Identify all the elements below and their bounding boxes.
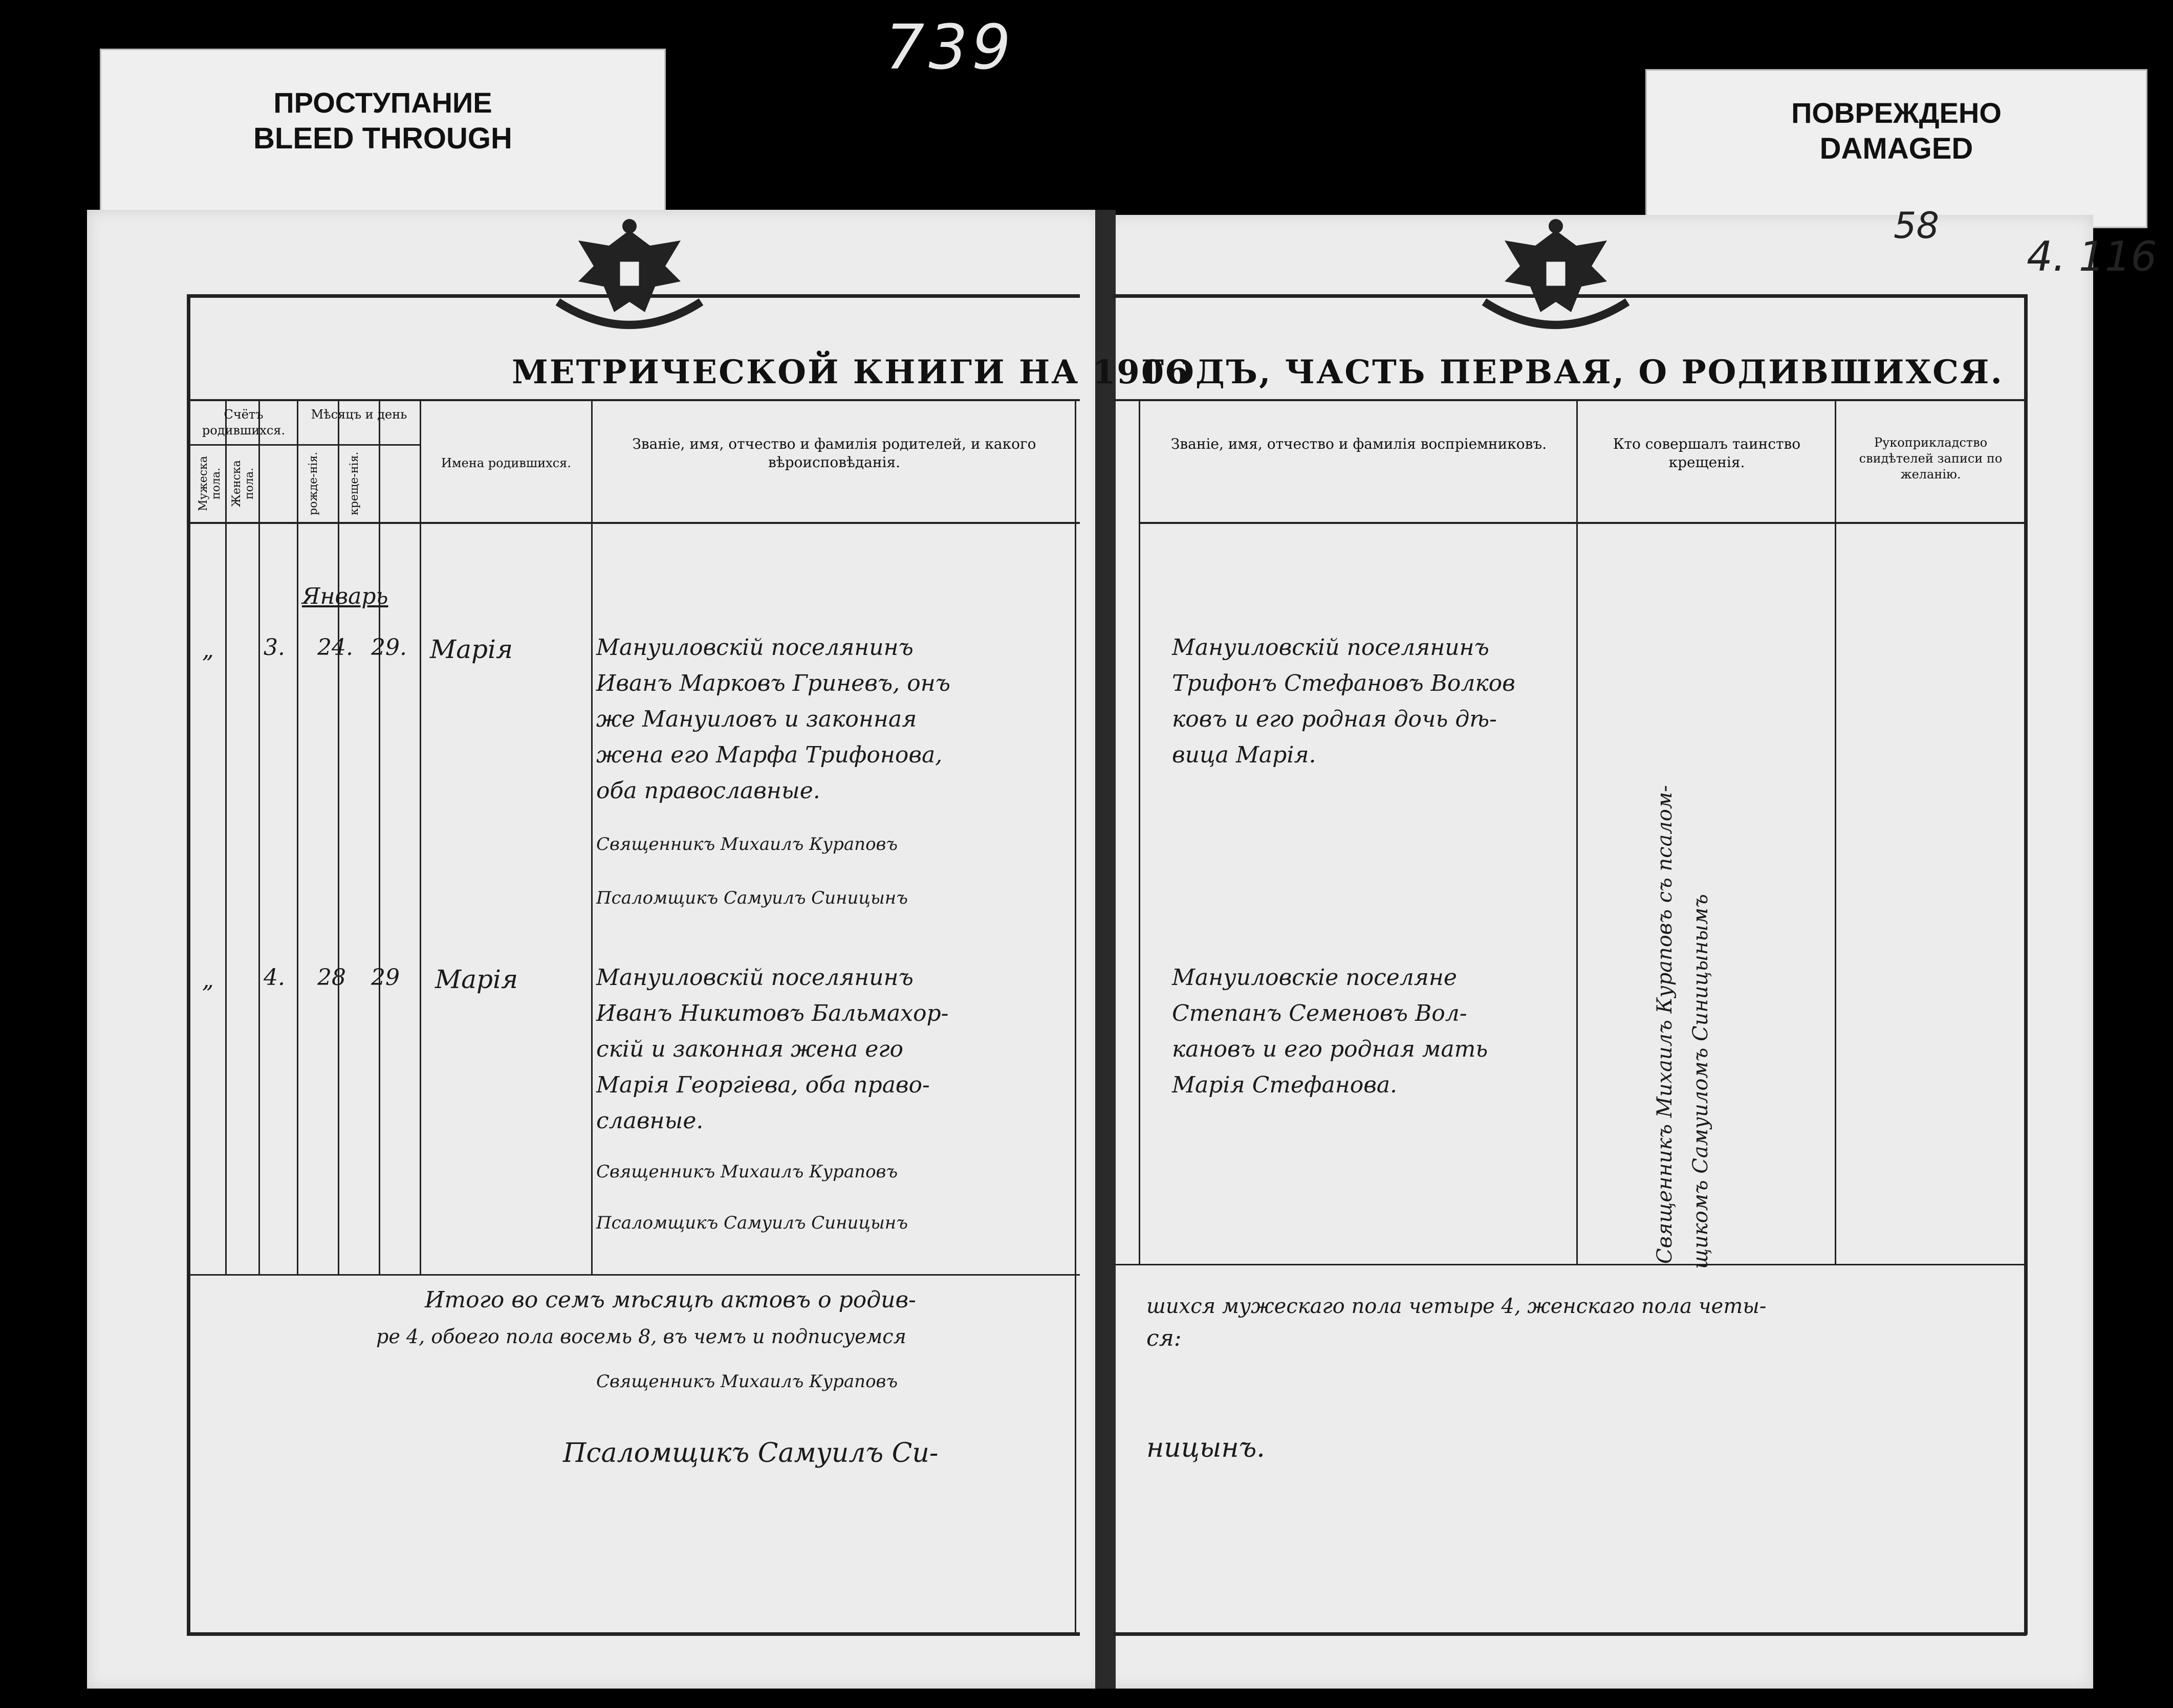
summary-rule-left <box>187 1274 1080 1276</box>
header-rule-left <box>187 399 1080 401</box>
entry-parents-line: же Мануиловъ и законная <box>596 706 917 732</box>
priest-vertical-line-1: Священникъ Михаилъ Кураповъ съ псалом- <box>1653 785 1677 1264</box>
entry-birth-day: 24. <box>317 634 353 661</box>
entry-female: 3. <box>264 634 285 661</box>
col-signatures: Рукоприкладство свидѣтелей записи по желанію. <box>1859 435 2003 482</box>
col-male: Мужеска пола. <box>197 456 223 511</box>
columns-rule-right <box>1139 522 2027 524</box>
entry-clerk-signature: Псаломщикъ Самуилъ Синицынъ <box>596 1213 908 1233</box>
month-label: Январь <box>302 583 388 609</box>
entry-parents-line: оба православные. <box>596 778 820 804</box>
folio-number-a: 58 <box>1894 205 1940 247</box>
summary-line: ре 4, обоего пола восемь 8, въ чемъ и подписуемся <box>376 1325 906 1348</box>
entry-child-name: Марія <box>435 965 518 994</box>
columns-rule-left <box>187 522 1080 524</box>
bleed-through-label <box>100 49 666 221</box>
col-line <box>225 401 227 1274</box>
col-priest: Кто совершалъ таинство крещенія. <box>1613 435 1801 471</box>
frame-top-left <box>187 294 1080 298</box>
frame-bottom-right <box>1113 1632 2027 1636</box>
frame-left <box>187 294 190 1635</box>
entry-baptism-day: 29. <box>371 634 407 661</box>
entry-priest-signature: Священникъ Михаилъ Кураповъ <box>596 834 898 855</box>
bleed-through-label-en: BLEED THROUGH <box>253 122 512 155</box>
book-gutter <box>1095 210 1116 1689</box>
col-female: Женска пола. <box>230 460 256 507</box>
header-rule-right <box>1113 399 2027 401</box>
entry-child-name: Марія <box>430 634 513 664</box>
entry-parents-line: Иванъ Марковъ Гриневъ, онъ <box>596 670 951 696</box>
folio-number-b: 4. 116 <box>2027 233 2157 280</box>
entry-male: „ <box>202 967 214 993</box>
summary-clerk-signature: Псаломщикъ Самуилъ Си- <box>563 1438 939 1469</box>
col-line <box>420 401 421 1274</box>
entry-godparents-line: кановъ и его родная мать <box>1172 1036 1488 1062</box>
col-line <box>591 401 593 1274</box>
entry-parents-line: Мануиловскій поселянинъ <box>596 965 914 991</box>
col-names: Имена родившихся. <box>441 456 571 470</box>
double-headed-eagle-emblem-left <box>548 215 711 343</box>
entry-male: „ <box>202 637 214 663</box>
entry-clerk-signature: Псаломщикъ Самуилъ Синицынъ <box>596 888 908 908</box>
entry-godparents-line: Марія Стефанова. <box>1172 1072 1398 1098</box>
entry-parents-line: жена его Марфа Трифонова, <box>596 742 943 768</box>
bleed-through-label-ru: ПРОСТУПАНИЕ <box>273 86 492 119</box>
entry-priest-signature: Священникъ Михаилъ Кураповъ <box>596 1162 898 1182</box>
entry-godparents-line: ковъ и его родная дочь дѣ- <box>1172 706 1497 732</box>
col-line <box>297 401 298 1274</box>
summary-line: Итого во семъ мѣсяцѣ актовъ о родив- <box>425 1287 916 1313</box>
col-godparents: Званіе, имя, отчество и фамилія воспріемниковъ. <box>1170 435 1547 452</box>
entry-godparents-line: Трифонъ Стефановъ Волков <box>1172 670 1515 696</box>
col-line <box>1075 401 1076 1632</box>
col-line <box>1835 401 1836 1264</box>
col-line <box>1576 401 1578 1264</box>
entry-birth-day: 28 <box>317 965 346 991</box>
summary-rule-right <box>1113 1264 2027 1265</box>
col-baptism: креще-нія. <box>348 451 361 516</box>
summary-line: ся: <box>1146 1325 1182 1351</box>
entry-parents-line: Мануиловскій поселянинъ <box>596 634 914 661</box>
header-title-left: МЕТРИЧЕСКОЙ КНИГИ НА 1906 <box>512 353 1190 391</box>
entry-godparents-line: Мануиловскіе поселяне <box>1172 965 1457 991</box>
entry-baptism-day: 29 <box>371 965 400 991</box>
damaged-label-en: DAMAGED <box>1819 132 1973 165</box>
frame-bottom-left <box>187 1632 1080 1636</box>
entry-godparents-line: вица Марія. <box>1172 742 1316 768</box>
summary-line: ницынъ. <box>1146 1433 1265 1463</box>
frame-right <box>2024 294 2028 1635</box>
entry-godparents-line: Мануиловскій поселянинъ <box>1172 634 1489 661</box>
entry-parents-line: Иванъ Никитовъ Бальмахор- <box>596 1000 949 1026</box>
entry-female: 4. <box>264 965 285 991</box>
frame-top-right <box>1113 294 2027 298</box>
col-birth: рожде-нія. <box>307 451 320 516</box>
col-line <box>190 444 297 446</box>
summary-line: шихся мужескаго пола четыре 4, женскаго пола четы- <box>1146 1295 1767 1318</box>
col-line <box>298 444 420 446</box>
header-title-right: ГОДЪ, ЧАСТЬ ПЕРВАЯ, О РОДИВШИХСЯ. <box>1141 353 2004 391</box>
frame-number: 739 <box>885 12 1015 83</box>
col-parents: Званіе, имя, отчество и фамилія родителей, и какого вѣроисповѣданія. <box>632 435 1036 471</box>
entry-parents-line: скій и законная жена его <box>596 1036 903 1062</box>
entry-parents-line: славные. <box>596 1108 704 1134</box>
summary-priest-signature: Священникъ Михаилъ Кураповъ <box>596 1371 898 1392</box>
col-line <box>379 401 380 1274</box>
col-count-group: Счётъ родившихся. <box>202 407 286 438</box>
entry-godparents-line: Степанъ Семеновъ Вол- <box>1172 1000 1467 1026</box>
double-headed-eagle-emblem-right <box>1474 215 1638 343</box>
col-line <box>258 401 260 1274</box>
col-month-group: Мѣсяцъ и день <box>311 407 407 422</box>
entry-parents-line: Марія Георгіева, оба право- <box>596 1072 930 1098</box>
col-line <box>338 401 339 1274</box>
damaged-label-ru: ПОВРЕЖДЕНО <box>1791 97 2002 129</box>
priest-vertical-line-2: щикомъ Самуиломъ Синицынымъ <box>1689 894 1712 1269</box>
col-line <box>1139 401 1140 1264</box>
